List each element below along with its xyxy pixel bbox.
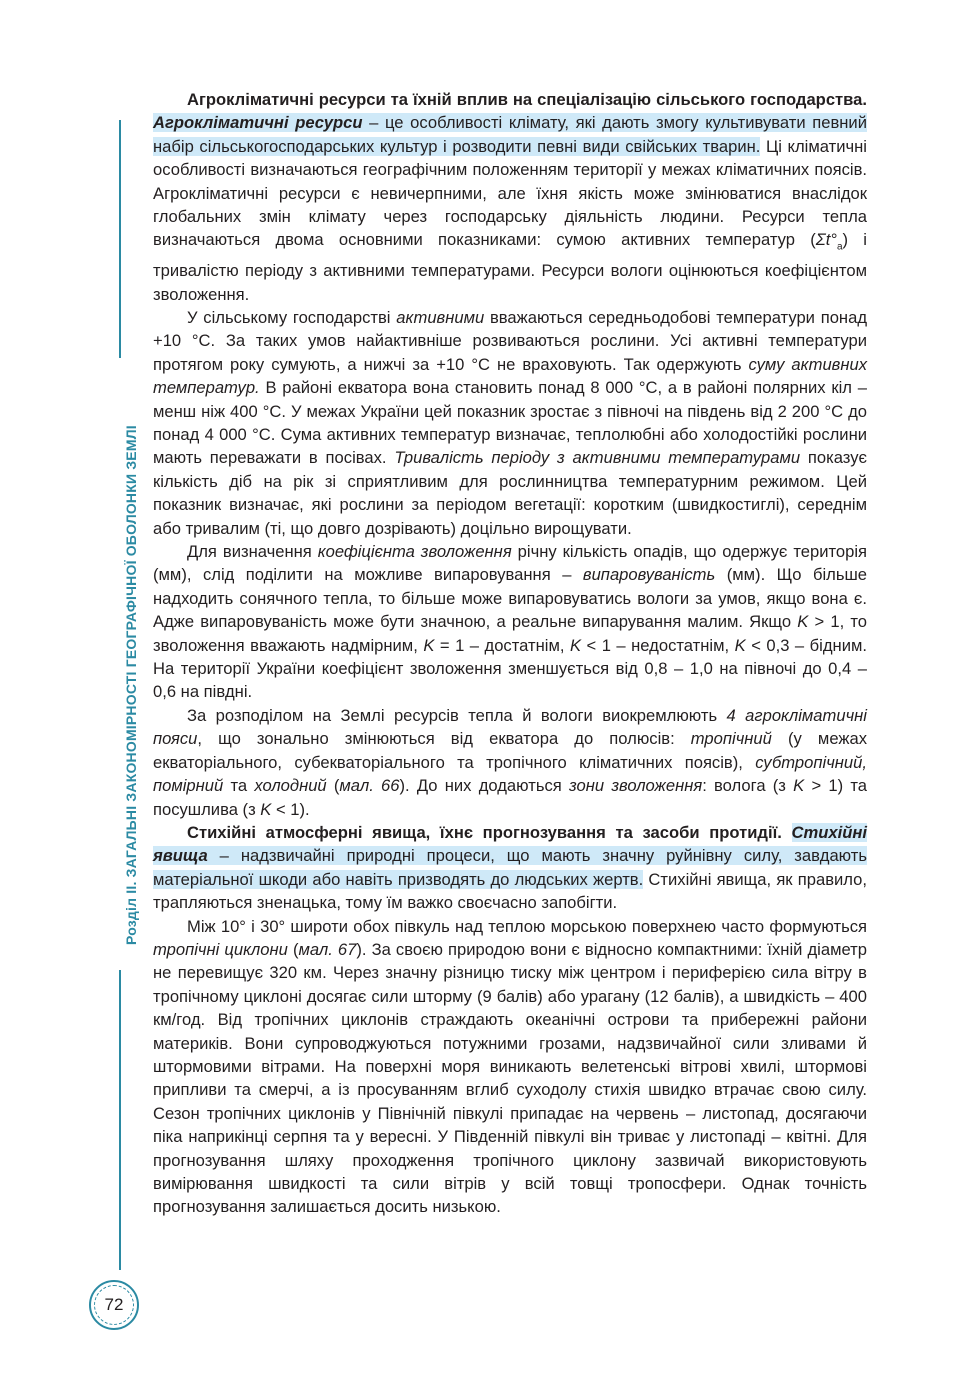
text-segment: та	[223, 776, 255, 796]
text-segment: Між 10° і 30° широти обох півкуль над теплою морською поверхнею часто формуються	[187, 916, 867, 936]
text-segment: ). За своєю природою вони є відносно компактними: їхній діаметр не перевищує 320 км. Через значну різницю тиску між центром і периферією сила вітру в тропічному циклоні досягає сили шторму (9 балів) або урагану (12 балів), а швидкість – 400 км/год. Від тропічних циклонів страждають океанічні острови та прибережні райони материків. Вони супроводжуються потужними грозами, надзвичайної сили зливами й штормовими вітрами. На поверхні моря виникають велетенські вітрові хвилі, штормові припливи та смерчі, а із просуванням вглиб суходолу стихія швидко втрачає свою силу. Сезон тропічних циклонів у Північній півкулі припадає на червень – листопад, досягаючи піка наприкінці серпня та у вересні. У Південній півкулі він триває у листопаді – квітні. Для прогнозування шляху проходження тропічного циклону зазвичай використовують вимірювання швидкості та сили вітрів у всій товщі тропосфери. Однак точність прогнозування залишається досить низькою.	[153, 939, 867, 1217]
italic-term: тропічний	[690, 729, 772, 749]
text-segment: (	[287, 939, 299, 959]
text-segment: (мм). Що більше надходить сонячного тепла, то більше може випаровуватись вологи за умов, якщо вона є. Адже випаровуваність може бути значною, а реальне випарування малим. Якщо	[153, 565, 868, 632]
italic-variable: K	[260, 799, 272, 819]
paragraph-tropical-cyclones	[153, 915, 867, 1219]
italic-term: холодний	[254, 776, 327, 796]
italic-term: 4 агрокліматичні пояси	[153, 705, 867, 749]
section-title: Розділ ІІ. ЗАГАЛЬНІ ЗАКОНОМІРНОСТІ ГЕОГРАФІЧНОЇ ОБОЛОНКИ ЗЕМЛІ	[123, 425, 139, 945]
paragraph-agroclimatic-belts	[153, 704, 867, 821]
italic-term: субтропічний, помірний	[153, 752, 867, 796]
text-segment: Для визначення	[187, 542, 318, 562]
italic-variable: K	[734, 635, 746, 655]
text-segment: < 0,3 – бідним. На території України коефіцієнт зволоження зменшується від 0,8 – 1,0 на півночі до 0,4 – 0,6 на півдні.	[153, 635, 867, 702]
text-segment: > 1, то зволоження вважають надмірним,	[153, 612, 867, 655]
text-segment: В районі екватора вона становить понад 8 000 °С, а в районі полярних кіл – менш ніж 400 °С. У межах України цей показник зростає з півночі на південь від 2 200 °С до понад 4 000 °С. Сума активних температур визначає, теплолюбні або холодостійкі рослини мають переважати в посівах.	[153, 378, 867, 468]
italic-variable: K	[793, 776, 805, 796]
text-segment: (у межах екваторіального, субекваторіального та тропічного кліматичних поясів),	[153, 729, 868, 772]
italic-term: випаровуваність	[582, 565, 716, 585]
italic-term: активними	[396, 307, 485, 327]
text-segment: показує кількість діб на рік зі сприятливим для рослинництва температурним режимом. Цей показник визначає, які рослини за періодом вегетації: коротким (швидкостиглі), середнім або тривалим (ті, що довго дозрівають) доцільно вирощувати.	[153, 448, 867, 538]
side-rule-bottom	[119, 970, 121, 1270]
text-segment: вважаються середньодобові температури понад +10 °С. За таких умов найактивніше розвиваються рослини. Усі активні температури протягом року сумують, а нижчі за +10 °С не враховують. Так одержують	[153, 307, 867, 374]
text-segment: Стихійні явища, як правило, трапляються зненацька, тому їм важко своєчасно запобігти.	[153, 869, 867, 913]
italic-term: тропічні циклони	[153, 939, 288, 959]
italic-variable: K	[423, 635, 435, 655]
sum-symbol: Σt°	[815, 230, 837, 250]
italic-term: Тривалість періоду з активними температурами	[394, 448, 801, 468]
paragraph-active-temperatures	[153, 306, 867, 540]
italic-term: коефіцієнта зволоження	[317, 542, 512, 562]
term-agroclimatic: Агрокліматичні ресурси	[153, 113, 363, 133]
page-content	[153, 88, 867, 1219]
page-number: 72	[104, 1295, 124, 1314]
text-segment: За розподілом на Землі ресурсів тепла й вологи виокремлюють	[187, 705, 727, 725]
sum-subscript: а	[836, 241, 843, 253]
italic-variable: K	[569, 635, 582, 655]
text-segment: < 1 – недостатнім,	[581, 635, 735, 655]
text-segment: < 1).	[271, 799, 310, 819]
paragraph-natural-hazards	[153, 821, 867, 915]
text-segment: > 1) та посушлива (з	[153, 776, 867, 819]
term-natural-hazards: Стихійні явища	[153, 822, 867, 866]
italic-variable: K	[797, 612, 809, 632]
italic-term: зони зволоження	[568, 776, 703, 796]
text-segment: : волога (з	[702, 776, 794, 796]
text-segment: ). До них додаються	[399, 776, 569, 796]
text-segment: Ці кліматичні особливості визначаються географічним положенням території у межах кліматичних поясів. Агрокліматичні ресурси є невичерпними, але їхня якість може змінюватися внаслідок глобальних змін клімату через господарську діяльність людини. Ресурси тепла визначаються двома основними показниками: сумою активних температур (	[153, 136, 867, 250]
paragraph-moisture-coefficient	[153, 540, 867, 704]
heading-natural-hazards: Стихійні атмосферні явища, їхнє прогнозування та засоби протидії.	[187, 822, 782, 842]
definition-agroclimatic: – це особливості клімату, які дають змогу культивувати певний набір сільськогосподарських культур і розводити певні види свійських тварин.	[153, 113, 867, 156]
text-segment: У сільському господарстві	[187, 307, 397, 327]
text-segment: (	[326, 776, 340, 796]
definition-natural-hazards: – надзвичайні природні процеси, що мають значну руйнівну силу, завдають матеріальної шкоди або навіть призводять до людських жертв.	[153, 846, 867, 889]
figure-reference: мал. 66	[339, 776, 400, 796]
italic-term: суму активних температур.	[153, 354, 868, 398]
side-rule-top	[119, 120, 121, 358]
figure-reference: мал. 67	[298, 939, 357, 959]
text-segment: ) і тривалістю періоду з активними температурами. Ресурси вологи оцінюються коефіцієнтом зволоження.	[153, 230, 867, 304]
paragraph-agroclimatic	[153, 88, 867, 306]
text-segment: річну кількість опадів, що одержує територія (мм), слід поділити на можливе випаровування –	[153, 542, 868, 585]
text-segment: , що зонально змінюються від екватора до полюсів:	[197, 729, 691, 749]
page-number-badge	[89, 1280, 139, 1330]
text-segment: = 1 – достатнім,	[434, 635, 570, 655]
heading-agroclimatic: Агрокліматичні ресурси та їхній вплив на спеціалізацію сільського господарства.	[187, 90, 867, 109]
